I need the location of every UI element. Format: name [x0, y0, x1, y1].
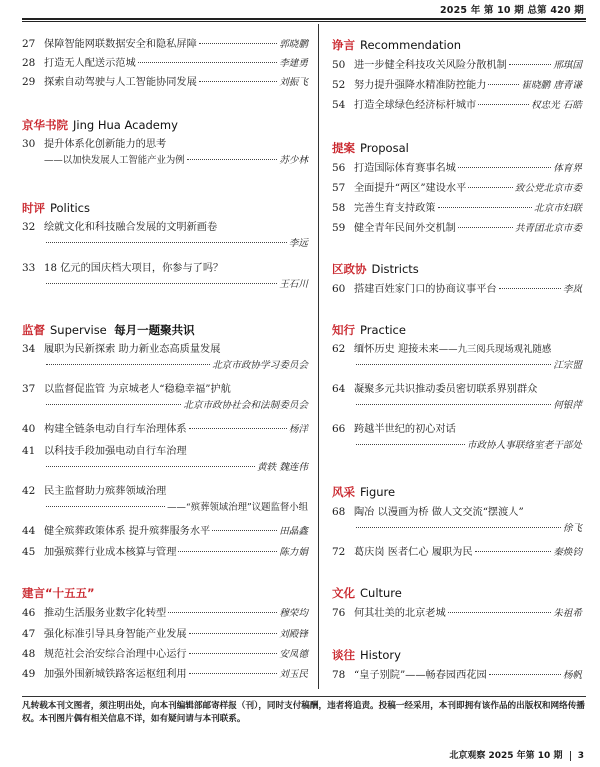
section-supervise: 监督 Supervise 每月一题聚共识 [22, 323, 195, 337]
copyright-note: 凡转载本刊文图者，须注明出处，向本刊编辑部邮寄样报（刊），同时支付稿酬，违者将追责。投稿一经采用，本刊即拥有该作品的出版权和网络传播权。本刊图片偶有相关信息不详，如有疑问请与本刊联系。 [22, 701, 585, 724]
section-figure: 风采 Figure [332, 485, 396, 499]
section-proposal: 提案 Proposal [332, 141, 409, 155]
section-jianyan: 建言“十五五” [22, 586, 95, 600]
section-history: 谈往 History [332, 648, 401, 662]
section-recommendation: 诤言 Recommendation [332, 38, 462, 52]
issue-label: 2025 年 第 10 期 总第 420 期 [439, 5, 584, 16]
page-footer [449, 748, 584, 761]
magazine-name: 北京观察 [449, 751, 486, 761]
footer-issue: 2025 年第 10 期 [488, 751, 563, 761]
footer-rule [22, 696, 586, 697]
top-rule [22, 18, 586, 20]
top-rule-thin [22, 21, 586, 22]
page-number: 3 [577, 751, 584, 761]
section-jinghua: 京华书院 Jing Hua Academy [22, 118, 178, 132]
column-divider [318, 24, 319, 689]
section-practice: 知行 Practice [332, 323, 406, 337]
section-culture: 文化 Culture [332, 586, 402, 600]
section-districts: 区政协 Districts [332, 262, 419, 276]
section-politics: 时评 Politics [22, 201, 90, 215]
